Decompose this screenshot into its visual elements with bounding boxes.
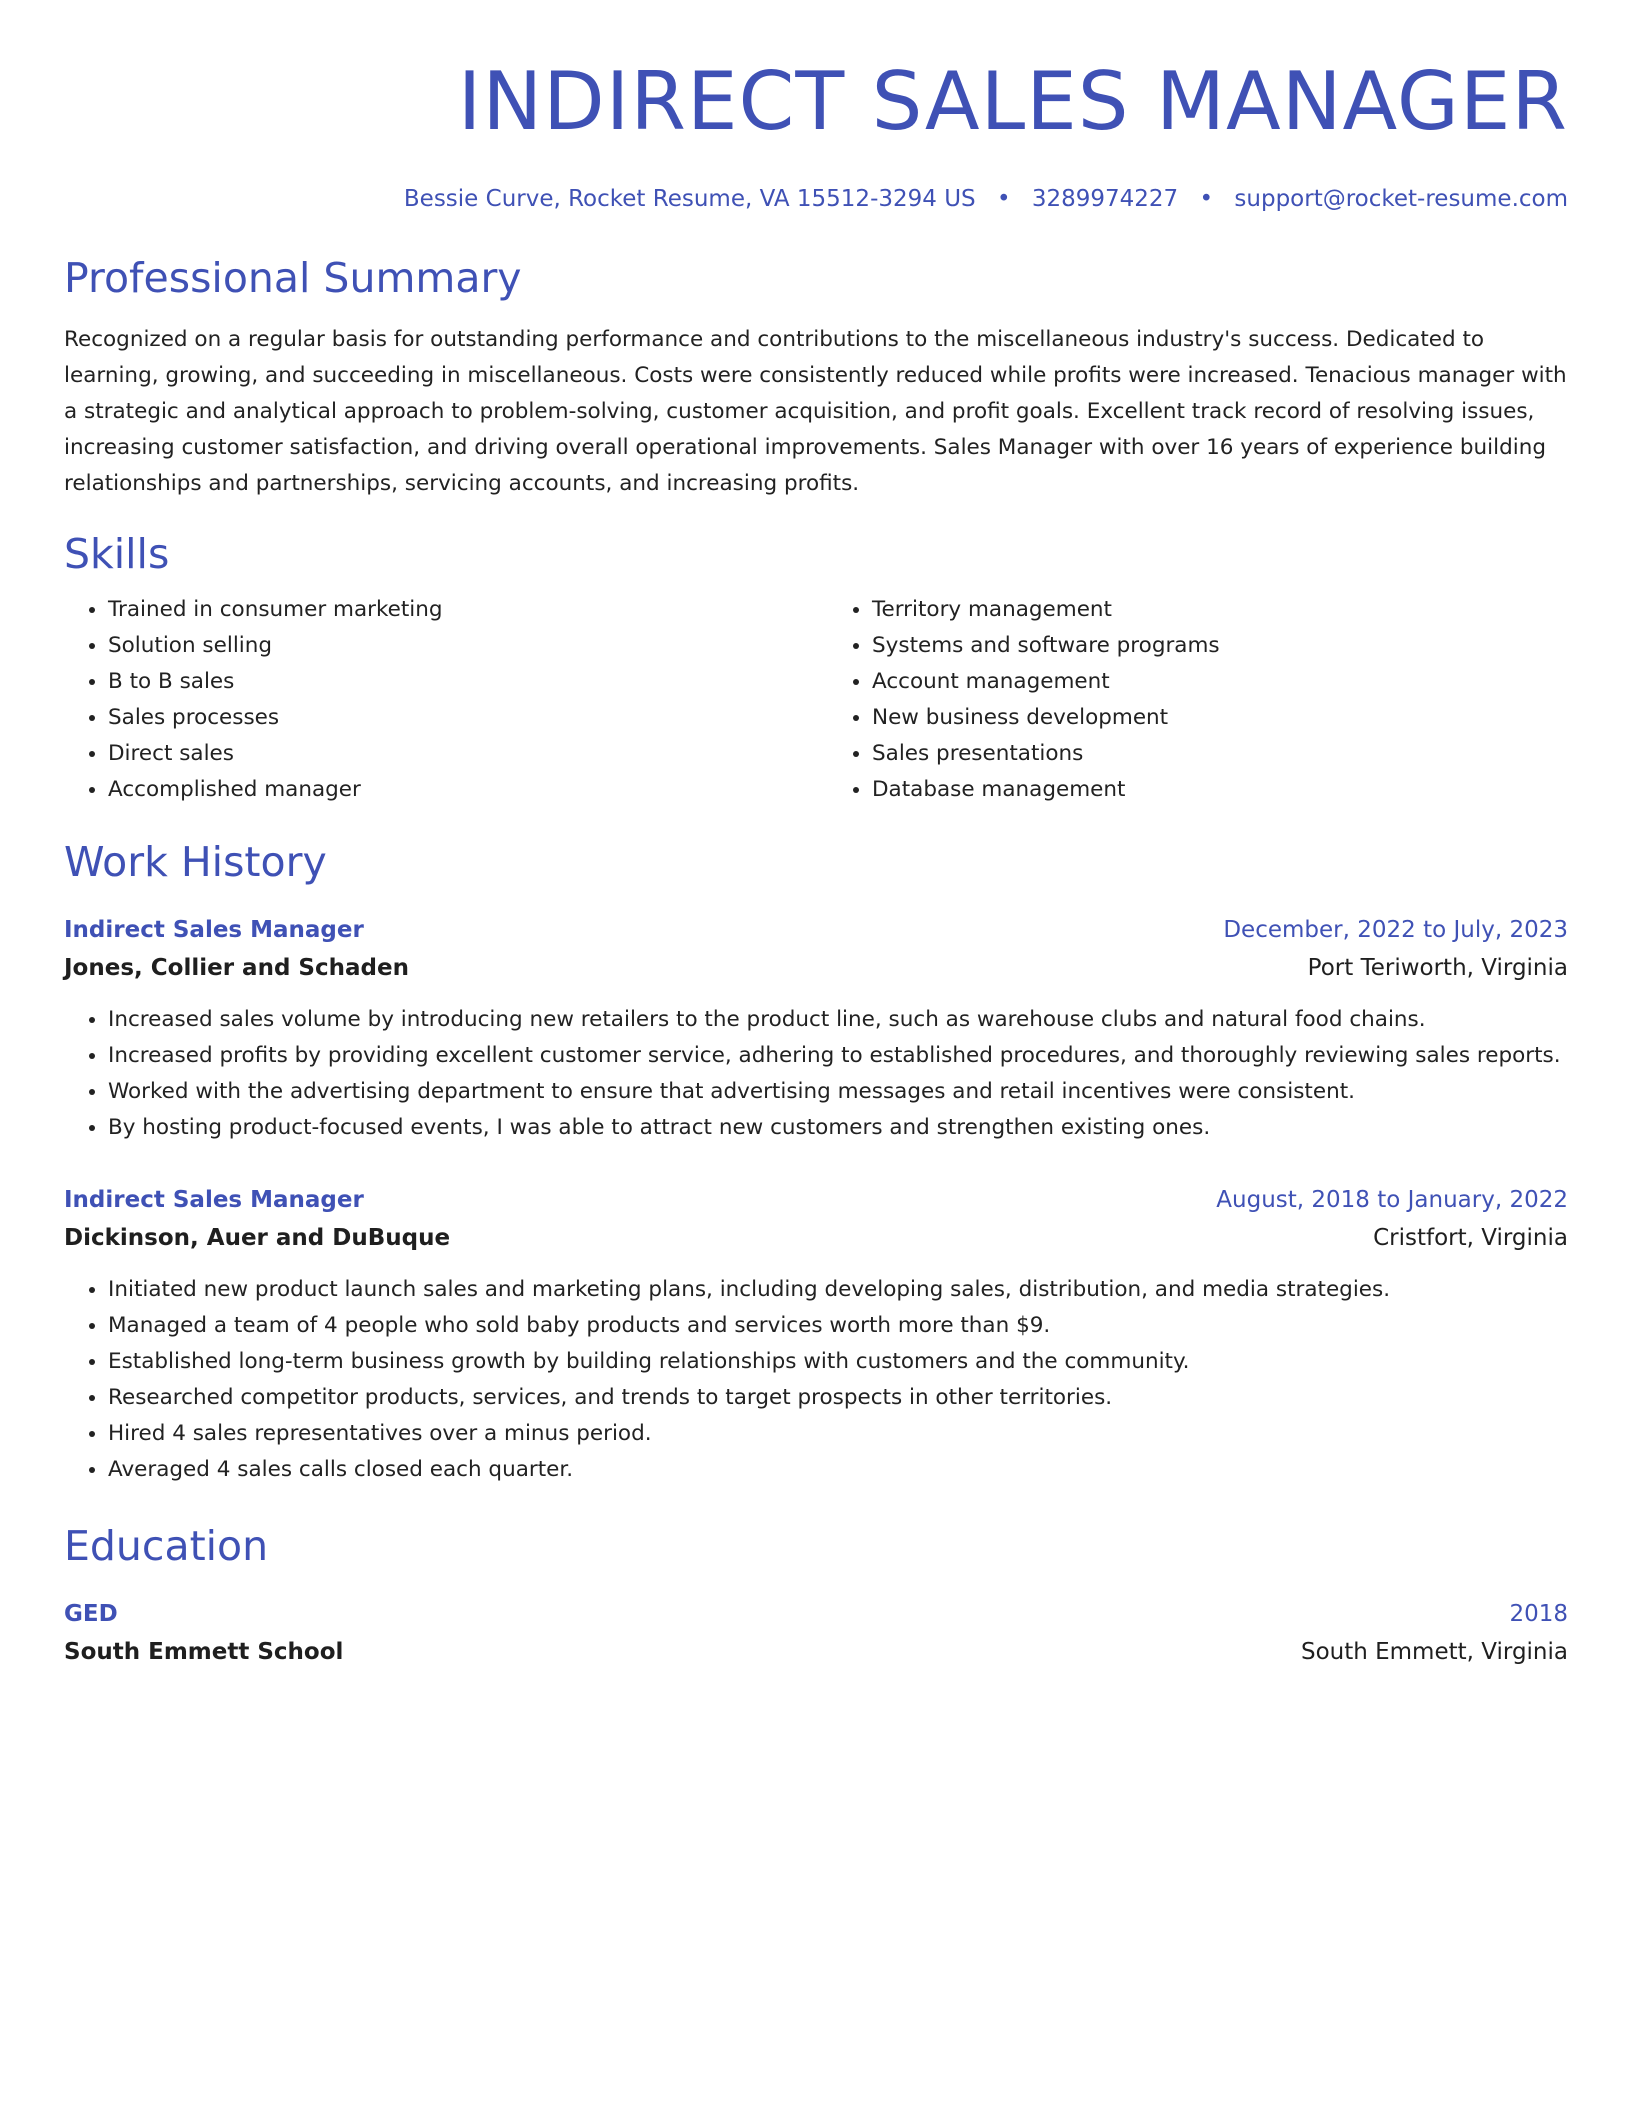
education-entry: [64, 1596, 1568, 1672]
job-bullet: • Worked with the advertising department to ensure that advertising messages and retail incentives were consistent.: [108, 1074, 1568, 1110]
education-year: 2018: [1509, 1601, 1568, 1627]
job-bullet: • Averaged 4 sales calls closed each quarter.: [108, 1452, 1568, 1488]
skill-item: • Solution selling: [108, 628, 804, 664]
skills-list-right: [828, 592, 1568, 808]
summary-heading: Professional Summary: [64, 254, 522, 302]
work-history-heading: Work History: [64, 838, 327, 886]
contact-phone: 3289974227: [1031, 186, 1179, 212]
contact-separator: •: [1199, 186, 1214, 212]
skills-grid: [64, 592, 1568, 808]
resume-header: [64, 52, 1568, 214]
job-bullet: • Managed a team of 4 people who sold baby products and services worth more than $9.: [108, 1308, 1568, 1344]
skill-item: • Direct sales: [108, 736, 804, 772]
skill-item: • Account management: [872, 664, 1568, 700]
job-header-row: [64, 912, 1568, 948]
job-bullet: • Increased sales volume by introducing new retailers to the product line, such as warehouse clubs and natural food chains.: [108, 1002, 1568, 1038]
skills-heading: Skills: [64, 530, 170, 578]
contact-address: Bessie Curve, Rocket Resume, VA 15512-3294 US: [403, 186, 976, 212]
job-bullet: • By hosting product-focused events, I was able to attract new customers and strengthen existing ones.: [108, 1110, 1568, 1146]
contact-line: [64, 184, 1568, 214]
skill-item: • Sales processes: [108, 700, 804, 736]
skill-item: • Sales presentations: [872, 736, 1568, 772]
skill-item: • Territory management: [872, 592, 1568, 628]
job-bullet: • Researched competitor products, services, and trends to target prospects in other territories.: [108, 1380, 1568, 1416]
candidate-title: INDIRECT SALES MANAGER: [457, 55, 1568, 148]
skill-item: • Systems and software programs: [872, 628, 1568, 664]
job-header-row: [64, 1182, 1568, 1218]
education-heading: Education: [64, 1522, 269, 1570]
education-school-row: [64, 1632, 1568, 1672]
job-entry: [64, 1182, 1568, 1488]
job-location: Port Teriworth, Virginia: [1307, 955, 1568, 981]
job-company: Dickinson, Auer and DuBuque: [64, 1225, 451, 1251]
skill-item: • Trained in consumer marketing: [108, 592, 804, 628]
skill-item: • B to B sales: [108, 664, 804, 700]
job-company-row: [64, 948, 1568, 988]
summary-text: Recognized on a regular basis for outstanding performance and contributions to the miscellaneous industry's success. Dedicated to learning, growing, and succeeding in miscellaneous. Costs were consistently reduced while profits were increased. Tenacious manager with a strategic and analytical approach to problem-solving, customer acquisition, and profit goals. Excellent track record of resolving issues, increasing customer satisfaction, and driving overall operational improvements. Sales Manager with over 16 years of experience building relationships and partnerships, servicing accounts, and increasing profits.: [64, 327, 1567, 496]
job-bullet: • Established long-term business growth by building relationships with customers and the community.: [108, 1344, 1568, 1380]
job-bullets: [64, 1272, 1568, 1488]
skill-item: • Database management: [872, 772, 1568, 808]
education-header-row: [64, 1596, 1568, 1632]
skills-list-left: [64, 592, 804, 808]
job-location: Cristfort, Virginia: [1373, 1225, 1568, 1251]
skill-item: • Accomplished manager: [108, 772, 804, 808]
contact-separator: •: [996, 186, 1011, 212]
job-dates: August, 2018 to January, 2022: [1216, 1187, 1568, 1213]
education-degree: GED: [64, 1601, 118, 1627]
job-bullet: • Hired 4 sales representatives over a minus period.: [108, 1416, 1568, 1452]
job-role: Indirect Sales Manager: [64, 1187, 364, 1213]
skill-item: • New business development: [872, 700, 1568, 736]
education-location: South Emmett, Virginia: [1300, 1639, 1568, 1665]
contact-email: support@rocket-resume.com: [1234, 186, 1568, 212]
job-entry: [64, 912, 1568, 1146]
job-role: Indirect Sales Manager: [64, 917, 364, 943]
job-bullet: • Increased profits by providing excellent customer service, adhering to established procedures, and thoroughly reviewing sales reports.: [108, 1038, 1568, 1074]
job-dates: December, 2022 to July, 2023: [1223, 917, 1568, 943]
job-company-row: [64, 1218, 1568, 1258]
job-bullets: [64, 1002, 1568, 1146]
job-bullet: • Initiated new product launch sales and marketing plans, including developing sales, distribution, and media strategies.: [108, 1272, 1568, 1308]
education-school: South Emmett School: [64, 1639, 344, 1665]
job-company: Jones, Collier and Schaden: [64, 955, 409, 981]
